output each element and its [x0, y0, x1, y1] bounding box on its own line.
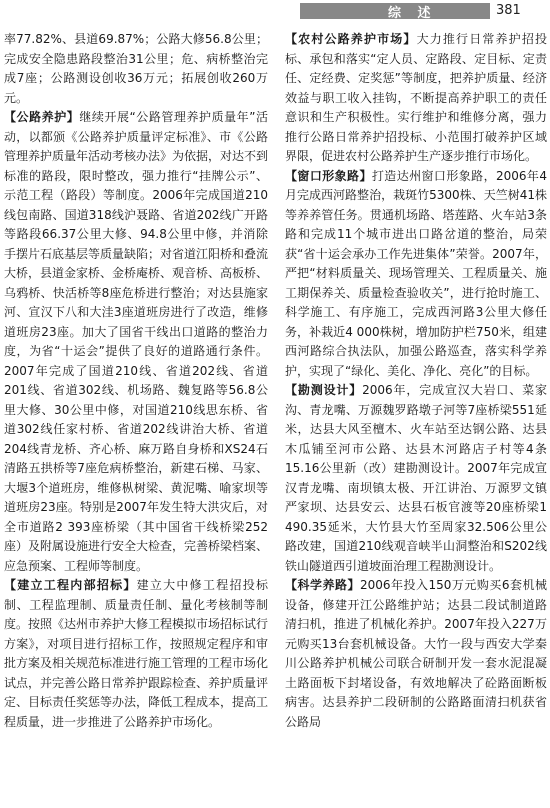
- paragraph-text: 率77.82%、县道69.87%；公路大修56.8公里；完成安全隐患路段整治31公里；危、病桥整治完成7座；公路测设创收36万元；拓展创收260万元。: [4, 32, 268, 105]
- paragraph: [285, 576, 547, 732]
- left-column: [4, 30, 268, 732]
- paragraph-text: 2006年，完成宣汉大岩口、菜家沟、青龙嘴、万源魏罗路墩子河等7座桥梁551延米，达县大风至檀木、火车站至达钢公路、达县木瓜铺至河市公路、达县木河路店子村等4条15.16公里新（改）建勘测设计。2007年完成宣汉青龙嘴、南坝镇太极、开江讲治、万源罗文镇严家坝、达县安云、达县石板官渡等20座桥梁1 490.35延米，大竹县大竹至周家32.506公里公路改建，国道210线观音峡半山洞整治和S202线铁山隧道西引道坡面治理工程勘测设计。: [285, 383, 547, 573]
- paragraph-text: 大力推行日常养护招投标、承包和落实“定人员、定路段、定目标、定责任、定经费、定奖惩”等制度，把养护质量、经济效益与职工收入挂钩，不断提高养护职工的责任意识和生产积极性。实行维护和维修分离，强力推行公路日常养护招投标、小范围打破养护区域界限，促进农村公路养护生产逐步推行市场化。: [285, 32, 547, 163]
- paragraph: [285, 381, 547, 576]
- page-header: [0, 0, 550, 24]
- paragraph: [285, 30, 547, 167]
- page-number: 381: [496, 3, 521, 18]
- right-column: [285, 30, 547, 732]
- paragraph: [4, 108, 268, 576]
- paragraph-heading: 【建立工程内部招标】: [4, 578, 137, 592]
- paragraph-heading: 【农村公路养护市场】: [285, 32, 417, 46]
- paragraph-text: 2006年投入150万元购买6套机械设备，修建开江公路维护站；达县二段试制道路清扫机，推进了机械化养护。2007年投入227万元购买13台套机械设备。大竹一段与西安大学秦川公路养护机械公司联合研制开发一套水泥混凝土路面板下封堵设备，有效地解决了砼路面断板病害。达县养护二段研制的公路路面清扫机获省公路局: [285, 578, 547, 729]
- section-title: 综 述: [388, 6, 437, 21]
- paragraph: [4, 30, 268, 108]
- paragraph-heading: 【勘测设计】: [285, 383, 363, 397]
- paragraph-text: 建立大中修工程招投标制、工程监理制、质量责任制、量化考核制等制度。按照《达州市养护大修工程模拟市场招标试行方案》，对项目进行招标工作，按照规定程序和审批方案及相关规范标准进行施工管理的工程市场化试点，并完善公路日常养护跟踪检查、养护质量评定、目标责任奖惩等办法，降低工程成本，提高工程质量，进一步推进了公路养护市场化。: [4, 578, 269, 729]
- paragraph-heading: 【科学养路】: [285, 578, 360, 592]
- paragraph-heading: 【公路养护】: [4, 110, 80, 124]
- paragraph-text: 继续开展“公路管理养护质量年”活动，以都颁《公路养护质量评定标准》、市《公路管理养护质量年活动考核办法》为依据，对达不到标准的路段，限时整改，强力推行“挂牌公示”、示范工程（路段）等制度。2006年完成国道210线包南路、国道318线沪聂路、省道202线广开路等路段66.37公里大修、94.8公里中修，并消除手摆片石底基层等质量缺陷；对省道江阳桥和叠流大桥，县道金家桥、金桥庵桥、观音桥、高板桥、乌鸦桥、快活桥等8座危桥进行整治；对达县施家河、宣汉下八和大洼3座道班房进行了改造，维修道班房23座。加大了国省干线出口道路的整治力度，为省“十运会”提供了良好的道路通行条件。2007年完成了国道210线、省道202线、省道201线、省道302线、机场路、魏复路等56.8公里大修、30公里中修，对国道210线思东桥、省道302线任家村桥、省道202线讲治大桥、省道204线青龙桥、齐心桥、麻万路自身桥和XS24石清路五拱桥等7座危病桥整治，新建石梯、马家、大堰3个道班房，维修枞树梁、黄泥嘴、喻家坝等道班房23座。特别是2007年发生特大洪灾后，对全市道路2 393座桥梁（其中国省干线桥梁252座）及附属设施进行安全大检查，完善桥梁档案、应急预案、工程师等制度。: [4, 110, 269, 573]
- paragraph: [4, 576, 268, 732]
- paragraph-heading: 【窗口形象路】: [285, 168, 372, 183]
- paragraph-text: 打造达州窗口形象路，2006年4月完成西河路整治，栽斑竹5300株、天竺树41株等养养管任务。贯通机场路、塔莲路、火车站3条路和完成11个城市进出口路岔道的整治，局荣获“省十运会承办工作先进集体”荣誉。2007年，严把“材料质量关、现场管理关、工程质量关、施工期保养关、质量检查验收关”，进行抢时施工、科学施工、有序施工，完成西河路3公里大修任务，补栽近4 000株树，增加防护栏750米，组建西河路综合执法队，加强公路巡查，落实科学养护，实现了“绿化、美化、净化、亮化”的目标。: [285, 168, 547, 378]
- paragraph: [285, 167, 547, 382]
